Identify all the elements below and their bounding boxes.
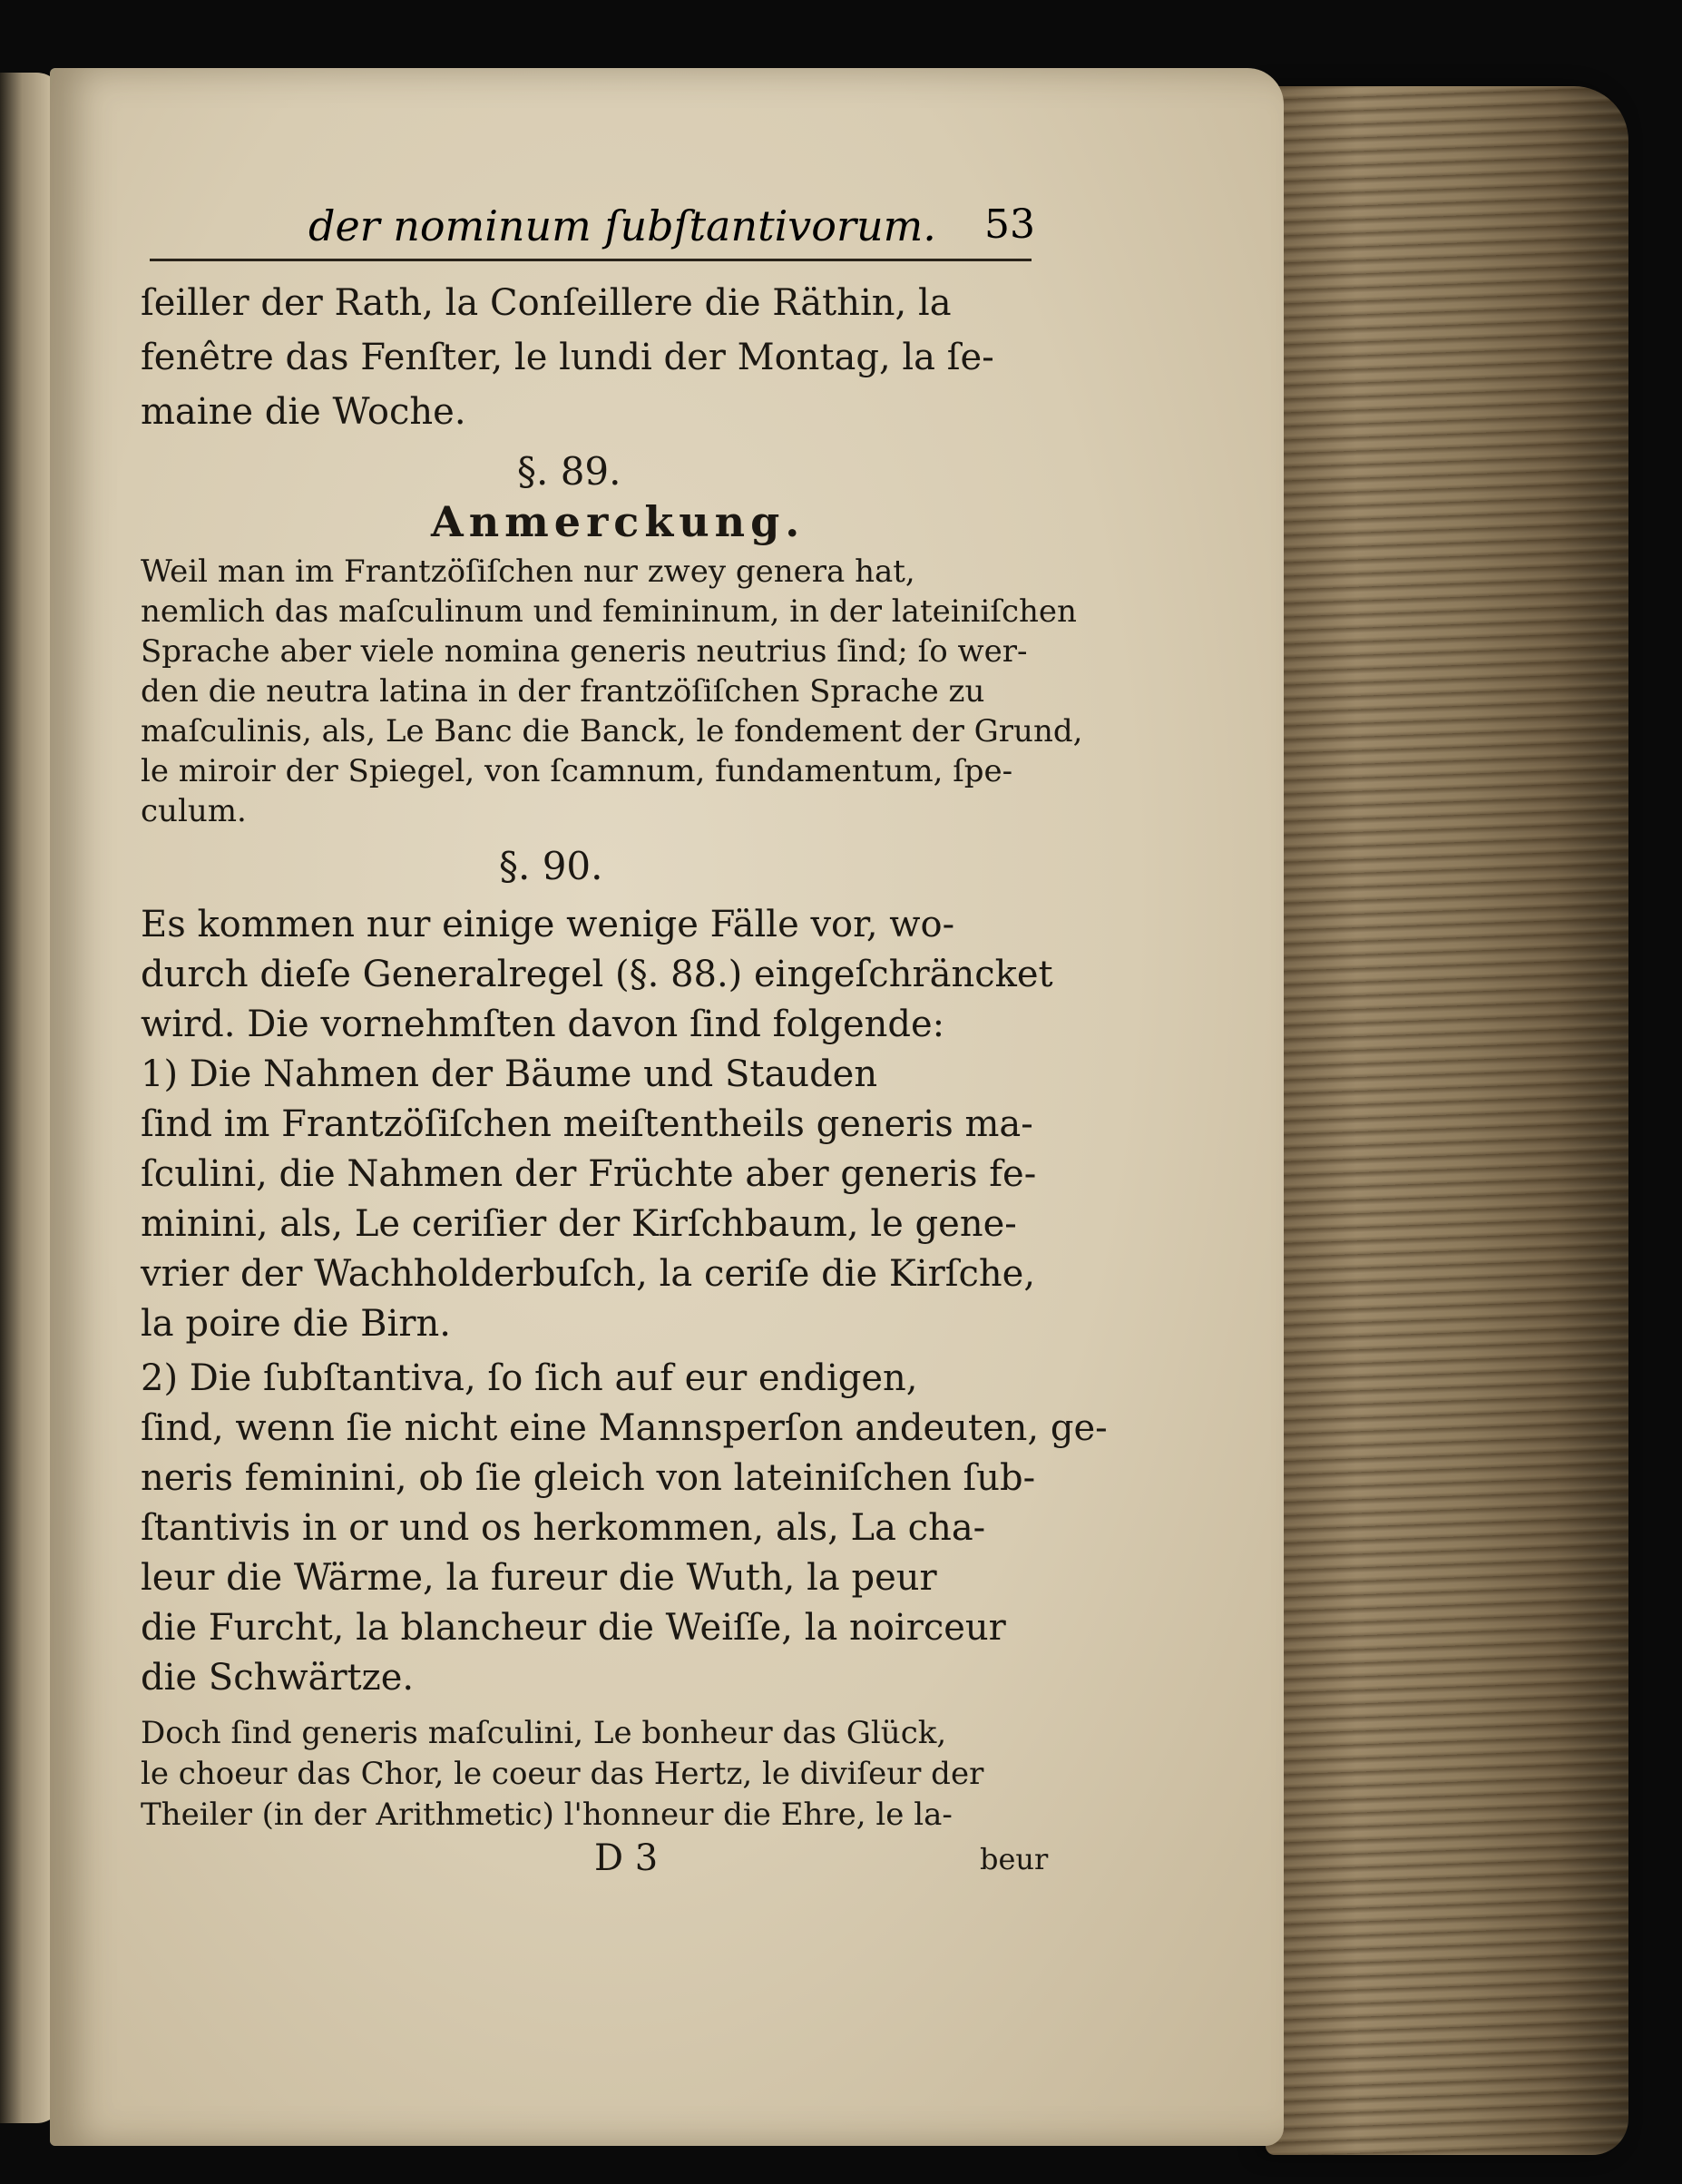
note-line: Sprache aber viele nomina generis neutrius ſind; ſo wer- — [141, 633, 1028, 670]
section-90: §. 90. — [499, 844, 603, 888]
exception-line: Doch ſind generis maſculini, Le bonheur das Glück, — [141, 1715, 947, 1751]
catchword: beur — [980, 1842, 1049, 1876]
note-line: le miroir der Spiegel, von ſcamnum, fundamentum, ſpe- — [141, 753, 1013, 789]
exception-line: Theiler (in der Arithmetic) l'honneur die Ehre, le la- — [141, 1797, 953, 1833]
note-line: maſculinis, als, Le Banc die Banck, le fondement der Grund, — [141, 713, 1083, 749]
text-line: durch dieſe Generalregel (§. 88.) eingeſchräncket — [141, 954, 1053, 995]
text-line: 2) Die ſubſtantiva, ſo ſich auf eur endigen, — [141, 1357, 918, 1399]
text-line: ſind, wenn ſie nicht eine Mannsperſon andeuten, ge- — [141, 1407, 1108, 1449]
text-line: Es kommen nur einige wenige Fälle vor, wo- — [141, 904, 955, 945]
text-line: la poire die Birn. — [141, 1303, 451, 1345]
section-89: §. 89. — [517, 449, 621, 494]
note-line: culum. — [141, 793, 247, 829]
note-heading: Anmerckung. — [431, 497, 806, 546]
text-line: neris feminini, ob ſie gleich von lateiniſchen ſub- — [141, 1457, 1036, 1499]
text-line: fenêtre das Fenſter, le lundi der Montag, la ſe- — [141, 337, 994, 378]
book-fore-edge — [1266, 86, 1628, 2155]
text-line: maine die Woche. — [141, 391, 466, 433]
running-title: der nominum ſubſtantivorum. — [308, 201, 936, 250]
header-rule — [150, 259, 1032, 261]
note-line: Weil man im Frantzöſiſchen nur zwey genera hat, — [141, 553, 915, 590]
page-number: 53 — [984, 201, 1035, 248]
signature-mark: D 3 — [594, 1837, 659, 1879]
text-line: ſtantivis in or und os herkommen, als, La cha- — [141, 1507, 986, 1549]
text-line: die Furcht, la blancheur die Weiſſe, la noirceur — [141, 1607, 1006, 1649]
text-line: ſculini, die Nahmen der Früchte aber generis fe- — [141, 1153, 1037, 1195]
exception-line: le choeur das Chor, le coeur das Hertz, le diviſeur der — [141, 1756, 984, 1792]
text-line: die Schwärtze. — [141, 1657, 415, 1699]
text-line: ſind im Frantzöſiſchen meiſtentheils generis ma- — [141, 1103, 1033, 1145]
note-line: den die neutra latina in der frantzöſiſchen Sprache zu — [141, 673, 985, 710]
text-line: leur die Wärme, la fureur die Wuth, la peur — [141, 1557, 937, 1599]
text-line: wird. Die vornehmſten davon ſind folgende: — [141, 1004, 945, 1045]
text-line: ſeiller der Rath, la Conſeillere die Räthin, la — [141, 282, 952, 324]
note-line: nemlich das maſculinum und femininum, in der lateiniſchen — [141, 593, 1077, 630]
text-line: 1) Die Nahmen der Bäume und Stauden — [141, 1053, 878, 1095]
text-line: minini, als, Le ceriſier der Kirſchbaum, le gene- — [141, 1203, 1017, 1245]
text-line: vrier der Wachholderbuſch, la ceriſe die Kirſche, — [141, 1253, 1036, 1295]
